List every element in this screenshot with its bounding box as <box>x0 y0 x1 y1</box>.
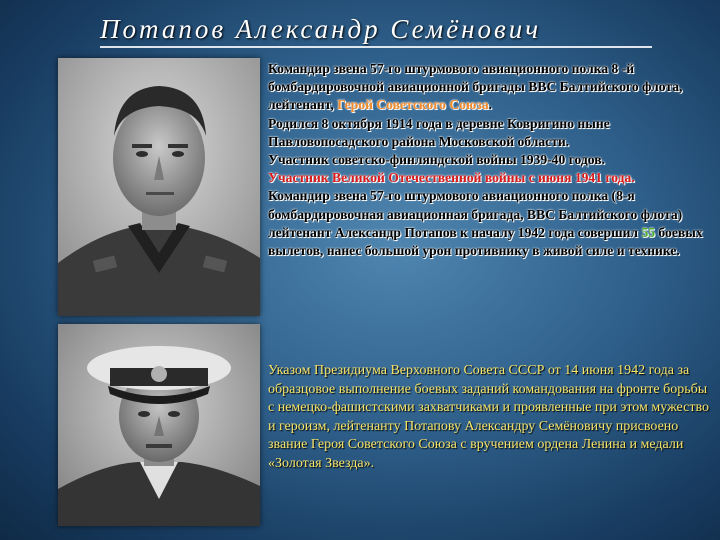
bio-p5-before: Командир звена 57-го штурмового авиационного полка (8-я бомбардировочная авиационная бригада, ВВС Балтийского флота) лейтенант Александр Потапов к началу 1942 года совершил <box>268 188 683 240</box>
page-title: Потапов Александр Семёнович <box>100 14 542 44</box>
decree-text: Указом Президиума Верховного Совета СССР от 14 июня 1942 года за образцовое выполнение боевых заданий командования на фронте борьбы с немецко-фашистскими захватчиками и проявленные при этом мужество и героизм, лейтенанту Потапову Александру Семёновичу присвоено звание Героя Советского Союза с вручением ордена Ленина и медали «Золотая Звезда». <box>268 363 709 471</box>
portrait-naval-cap-image <box>58 324 260 526</box>
hero-title-highlight: Герой Советского Союза <box>337 97 489 113</box>
title-underline <box>100 46 652 48</box>
portrait-photo-uniform <box>58 58 260 316</box>
bio-finnish-war: Участник советско-финляндской войны 1939-40 годов. <box>268 152 605 168</box>
portrait-uniform-image <box>58 58 260 316</box>
sortie-count-highlight: 55 <box>641 224 656 240</box>
bio-p1-after: . <box>488 97 493 113</box>
portrait-photo-naval-cap <box>58 324 260 526</box>
bio-p1-before: Командир звена 57-го штурмового авиационного полка 8 -й бомбардировочной авиационной бригады ВВС Балтийского флота, лейтенант, <box>268 61 683 113</box>
bio-p5-after: боевых вылетов, нанес большой урон противнику в живой силе и технике. <box>268 224 703 259</box>
biography-text <box>268 60 714 260</box>
bio-birth: Родился 8 октября 1914 года в деревне Ковригино ныне Павловопосадского района Московской области. <box>268 115 610 149</box>
bio-ww2-highlight: Участник Великой Отечественной войны с июня 1941 года. <box>268 170 635 186</box>
